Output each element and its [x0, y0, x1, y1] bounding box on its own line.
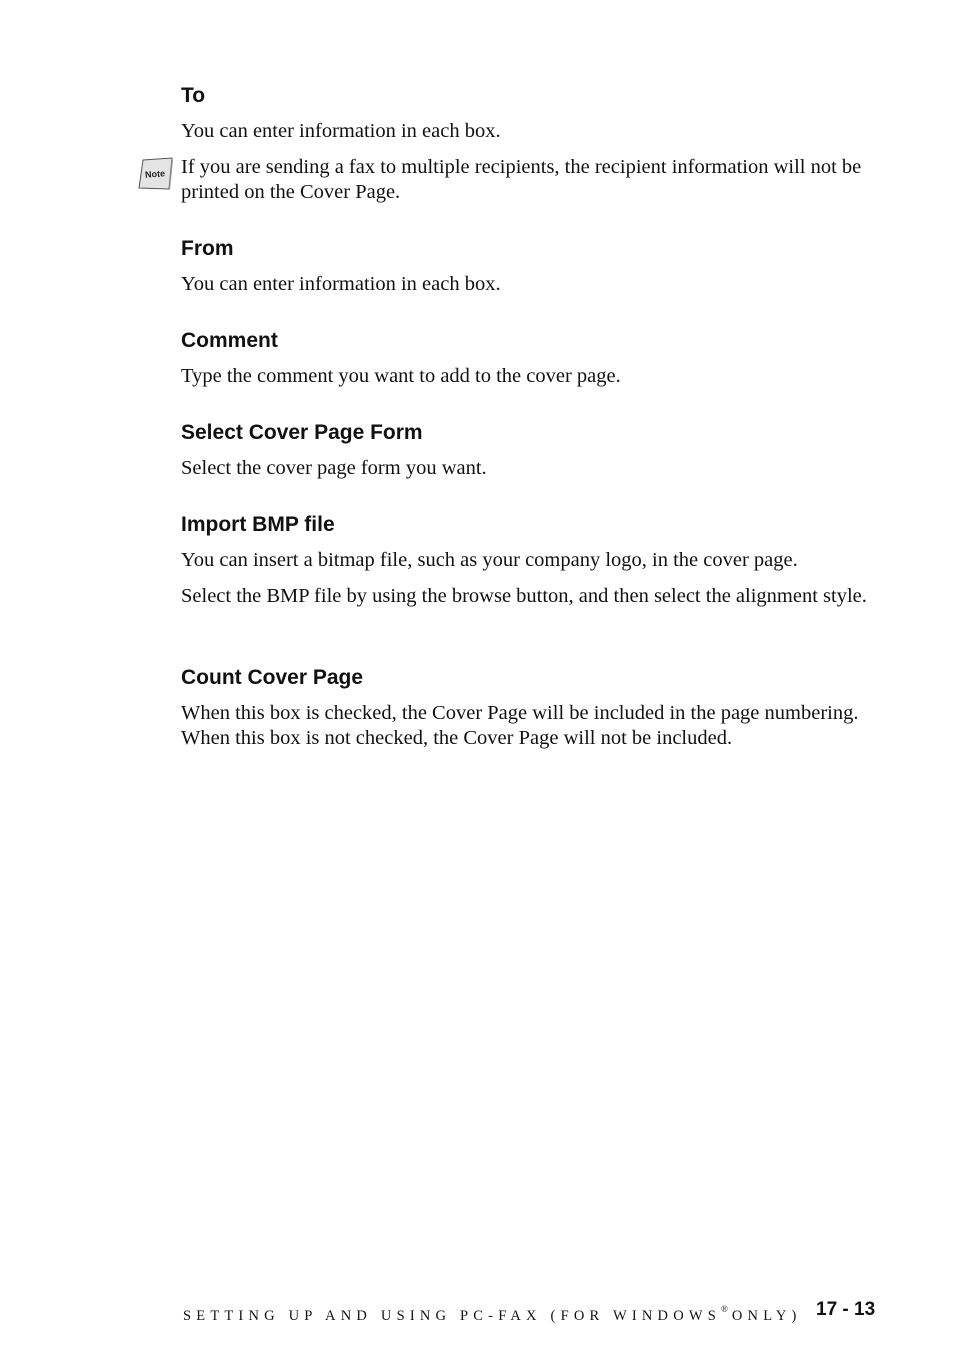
note-icon-label: Note — [144, 168, 166, 180]
import-bmp-instructions: Select the BMP file by using the browse button, and then select the alignment style. — [181, 585, 867, 607]
section-heading-to: To — [181, 84, 206, 107]
count-cover-page-description: When this box is checked, the Cover Page will be included in the page numbering. When this box is not checked, the Cover Page will not be included. — [181, 702, 859, 749]
section-heading-count-cover-page: Count Cover Page — [181, 666, 364, 689]
to-note-text: If you are sending a fax to multiple recipients, the recipient information will not be printed on the Cover Page. — [181, 156, 862, 203]
section-heading-import-bmp-file: Import BMP file — [181, 513, 335, 536]
footer-chapter-title-part1: SETTING UP AND USING PC-FAX (FOR WINDOWS — [183, 1307, 722, 1324]
section-heading-comment: Comment — [181, 329, 278, 352]
comment-description: Type the comment you want to add to the cover page. — [181, 365, 621, 387]
note-icon — [138, 157, 174, 191]
page-number: 17 - 13 — [816, 1299, 876, 1320]
to-description: You can enter information in each box. — [181, 120, 501, 142]
footer-chapter-title — [183, 1301, 802, 1326]
section-heading-select-cover-page-form: Select Cover Page Form — [181, 421, 423, 444]
registered-trademark-mark: ® — [721, 1304, 728, 1314]
select-cover-page-form-description: Select the cover page form you want. — [181, 457, 487, 479]
footer-chapter-title-part2: ONLY) — [731, 1307, 802, 1324]
import-bmp-description: You can insert a bitmap file, such as your company logo, in the cover page. — [181, 549, 798, 571]
from-description: You can enter information in each box. — [181, 273, 501, 295]
section-heading-from: From — [181, 237, 234, 260]
